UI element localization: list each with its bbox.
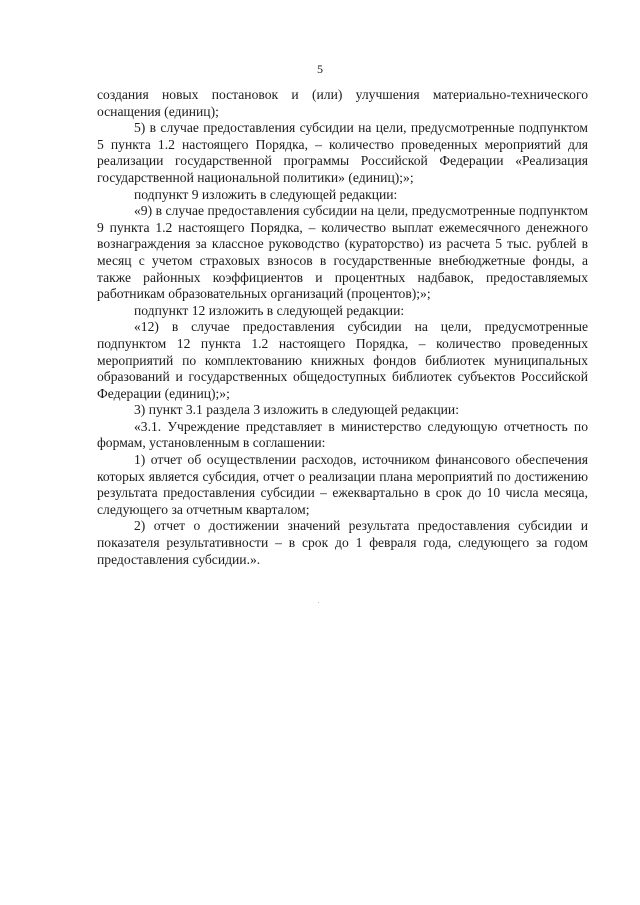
paragraph-instruction-item-3-1: 3) пункт 3.1 раздела 3 изложить в следующей редакции:	[134, 402, 459, 418]
paragraph-item-12: «12) в случае предоставления субсидии на цели, предусмотренные подпунктом 12 пункта 1.2 настоящего Порядка, – количество проведенных мероприятий по комплектованию книжных фондов библиотек муниципальных образований и государственных общедоступных библиотек субъектов Российской Федерации (единиц);»;	[97, 319, 588, 401]
paragraph-item-9: «9) в случае предоставления субсидии на цели, предусмотренные подпунктом 9 пункта 1.2 настоящего Порядка, – количество выплат ежемесячного денежного вознаграждения за классное руководство (кураторство) из расчета 5 тыс. рублей в месяц с учетом страховых взносов в государственные внебюджетные фонды, а также районных коэффициентов и процентных надбавок, предоставляемых работникам образовательных организаций (процентов);»;	[97, 203, 588, 302]
paragraph-report-1: 1) отчет об осуществлении расходов, источником финансового обеспечения которых является субсидия, отчет о реализации плана мероприятий по достижению результата предоставления субсидии – ежеквартально в срок до 10 числа месяца, следующего за отчетным кварталом;	[97, 452, 588, 517]
paragraph-continuation: создания новых постановок и (или) улучшения материально-технического оснащения (единиц);	[97, 87, 588, 119]
paragraph-item-5: 5) в случае предоставления субсидии на цели, предусмотренные подпунктом 5 пункта 1.2 настоящего Порядка, – количество проведенных мероприятий для реализации государственной программы Российской Федерации «Реализация государственной национальной политики» (единиц);»;	[97, 120, 588, 185]
scan-speck	[318, 602, 319, 603]
document-body	[97, 87, 588, 568]
paragraph-instruction-subitem-9: подпункт 9 изложить в следующей редакции:	[134, 186, 398, 202]
paragraph-clause-3-1: «3.1. Учреждение представляет в министерство следующую отчетность по формам, установленным в соглашении:	[97, 418, 588, 451]
paragraph-instruction-subitem-12: подпункт 12 изложить в следующей редакции:	[134, 302, 405, 318]
page-number: 5	[317, 62, 323, 76]
paragraph-report-2: 2) отчет о достижении значений результата предоставления субсидии и показателя результативности – в срок до 1 февраля года, следующего за годом предоставления субсидии.».	[97, 518, 588, 567]
